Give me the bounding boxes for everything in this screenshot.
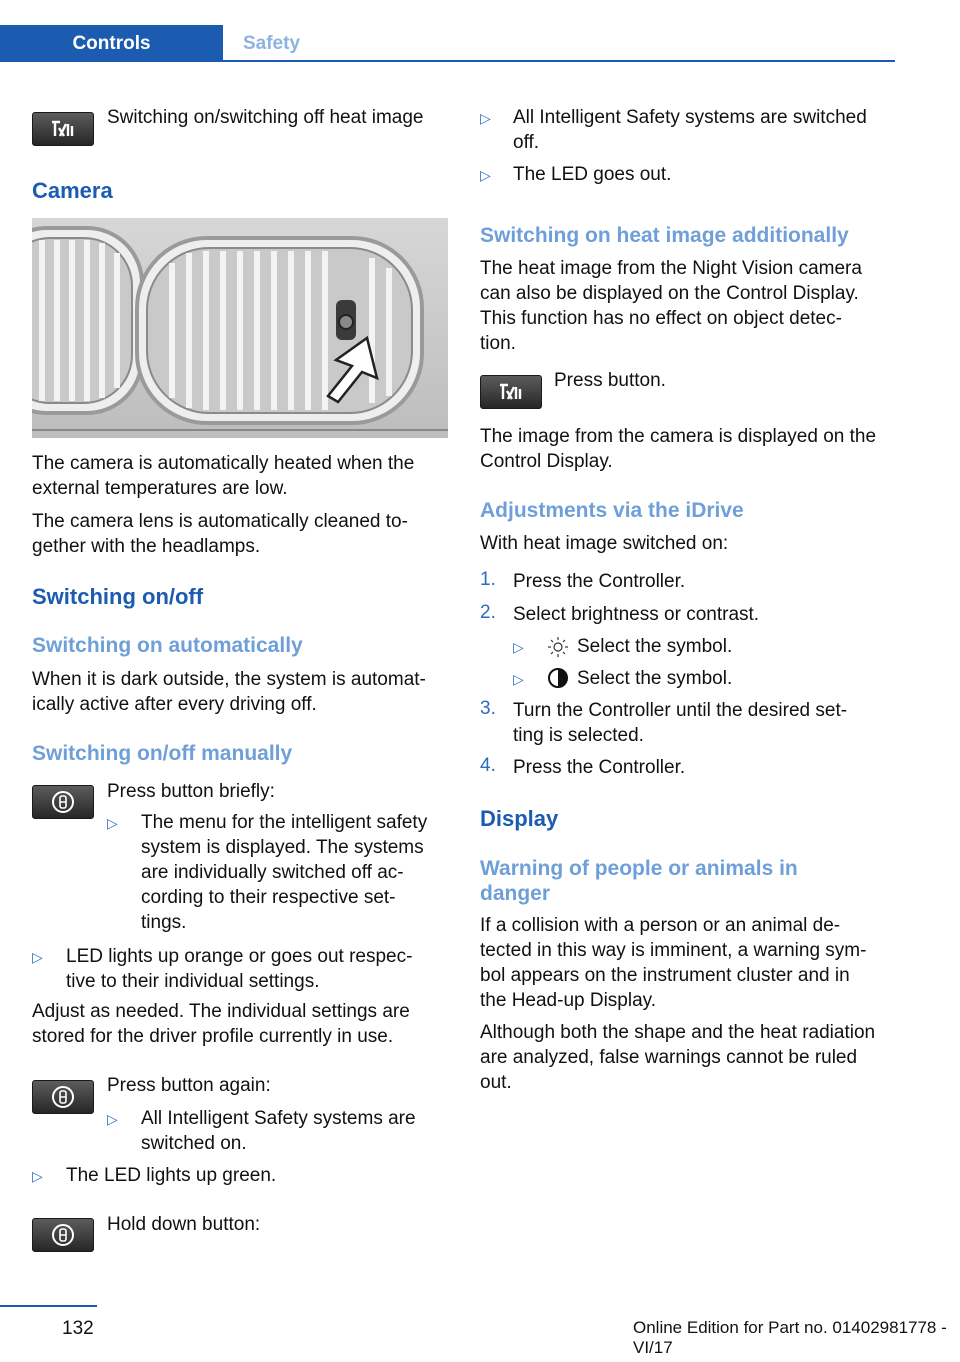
heat-additional-heading: Switching on heat image additionally — [480, 224, 849, 247]
safety-button-icon — [32, 1080, 94, 1114]
safety-button-icon — [32, 785, 94, 819]
bullet-icon: ▷ — [107, 1111, 118, 1127]
warning-heading: Warning of people or animals in danger — [480, 857, 798, 905]
night-vision-button-icon — [32, 112, 94, 146]
led-bullet-text: LED lights up orange or goes out respec- tive to their individual settings. — [66, 946, 413, 992]
bullet-icon: ▷ — [480, 167, 491, 183]
press-button-text: Press button. — [554, 370, 666, 391]
auto-heading: Switching on automatically — [32, 634, 303, 657]
bullet-icon: ▷ — [32, 949, 43, 965]
night-vision-button-icon — [480, 375, 542, 409]
footer-divider — [0, 1305, 97, 1307]
step-text: Press the Controller. — [513, 757, 686, 778]
tab-controls[interactable]: Controls — [0, 25, 223, 62]
contrast-icon — [547, 667, 569, 694]
adjust-paragraph: Adjust as needed. The individual settings are stored for the driver profile currently in use. — [32, 1001, 410, 1047]
all-on-bullet-text: All Intelligent Safety systems are switched on. — [141, 1108, 416, 1154]
heat-additional-paragraph: The heat image from the Night Vision camera can also be displayed on the Control Display. This function has no effect on object detec- tion. — [480, 258, 862, 354]
auto-paragraph: When it is dark outside, the system is automat- ically active after every driving off. — [32, 669, 426, 715]
edition-text: Online Edition for Part no. 01402981778 - VI/17 — [633, 1318, 947, 1357]
step-number: 3. — [480, 698, 496, 719]
step-number: 4. — [480, 755, 496, 776]
safety-button-icon — [32, 1218, 94, 1252]
brightness-icon — [547, 636, 569, 663]
page-number: 132 — [62, 1318, 94, 1339]
bullet-icon: ▷ — [513, 639, 524, 655]
step-number: 1. — [480, 569, 496, 590]
bullet-icon: ▷ — [32, 1168, 43, 1184]
led-out-text: The LED goes out. — [513, 164, 672, 185]
header-divider — [0, 60, 895, 62]
step-text: Press the Controller. — [513, 571, 686, 592]
camera-grille-illustration — [32, 218, 448, 438]
all-off-bullet-text: All Intelligent Safety systems are switched off. — [513, 107, 867, 153]
bullet-icon: ▷ — [513, 671, 524, 687]
bullet-icon: ▷ — [480, 110, 491, 126]
image-paragraph: The image from the camera is displayed on the Control Display. — [480, 426, 877, 472]
step-text: Select brightness or contrast. — [513, 604, 760, 625]
step-number: 2. — [480, 602, 496, 623]
display-heading: Display — [480, 806, 559, 831]
idrive-intro: With heat image switched on: — [480, 533, 729, 554]
menu-bullet-text: The menu for the intelligent safety system is displayed. The systems are individually switched off ac- cording to their respective set- tings. — [141, 812, 428, 933]
manual-heading: Switching on/off manually — [32, 742, 293, 765]
press-briefly-text: Press button briefly: — [107, 781, 275, 802]
camera-heading: Camera — [32, 178, 113, 203]
tab-safety[interactable]: Safety — [242, 32, 301, 54]
select-symbol-text: Select the symbol. — [577, 668, 733, 689]
step-text: Turn the Controller until the desired set- ting is selected. — [513, 700, 848, 746]
select-symbol-text: Select the symbol. — [577, 636, 733, 657]
idrive-heading: Adjustments via the iDrive — [480, 499, 744, 522]
camera-paragraph-1: The camera is automatically heated when the external temperatures are low. — [32, 453, 415, 499]
hold-down-text: Hold down button: — [107, 1214, 261, 1235]
warning-paragraph-1: If a collision with a person or an animal de- tected in this way is imminent, a warning sym- bol appears on the instrument cluster and in the Head-up Display. — [480, 915, 867, 1011]
heat-image-caption: Switching on/switching off heat image — [107, 107, 424, 128]
led-green-text: The LED lights up green. — [66, 1165, 277, 1186]
warning-paragraph-2: Although both the shape and the heat radiation are analyzed, false warnings cannot be ruled out. — [480, 1022, 876, 1093]
press-again-text: Press button again: — [107, 1075, 271, 1096]
switching-heading: Switching on/off — [32, 584, 204, 609]
camera-paragraph-2: The camera lens is automatically cleaned to- gether with the headlamps. — [32, 511, 408, 557]
bullet-icon: ▷ — [107, 815, 118, 831]
